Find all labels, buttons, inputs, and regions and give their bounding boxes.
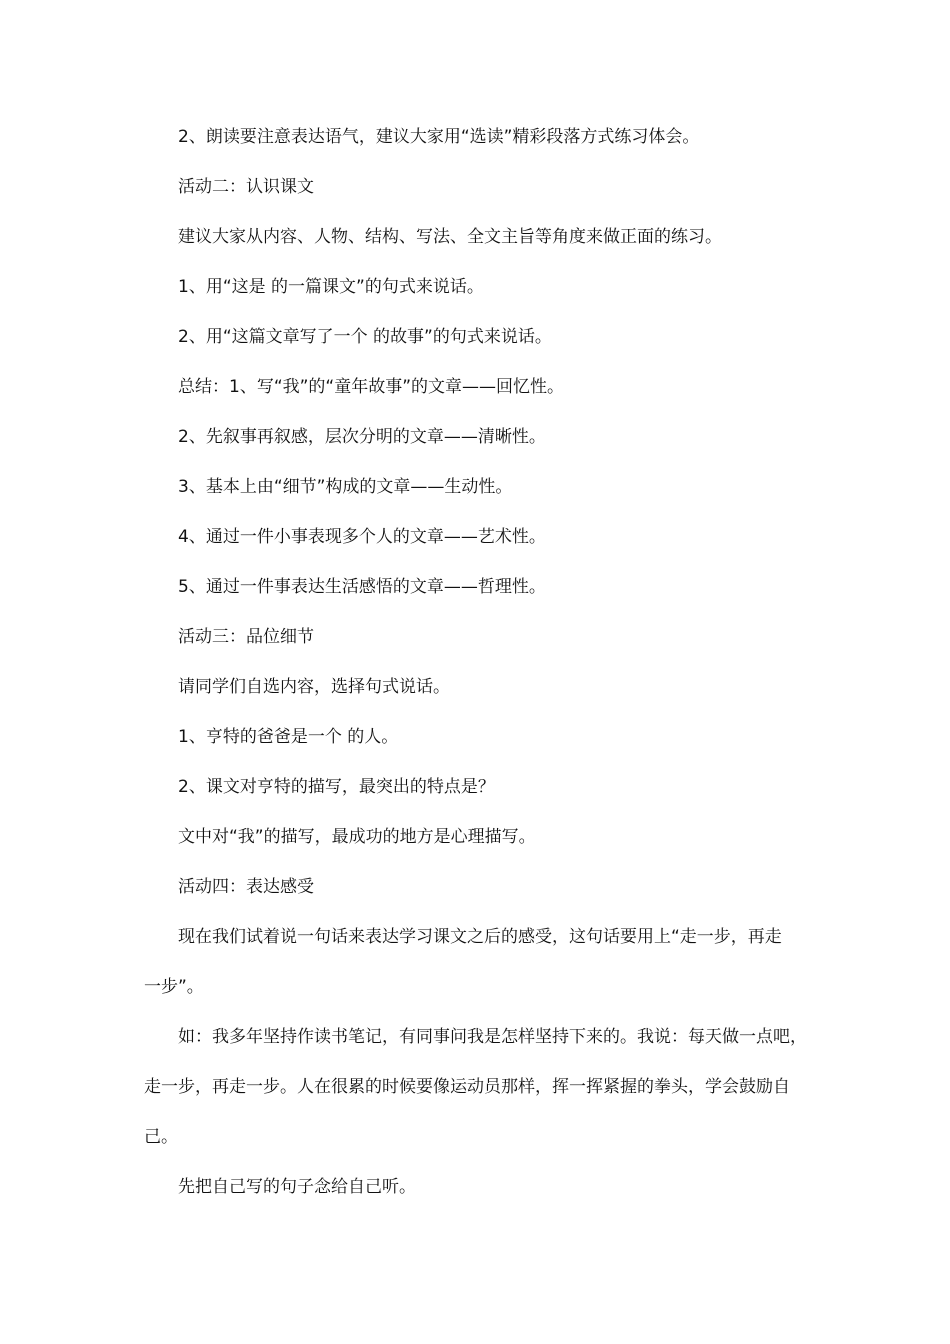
detail-item-1: 1、亨特的爸爸是一个 的人。 bbox=[178, 727, 399, 747]
paragraph-read-aloud: 先把自己写的句子念给自己听。 bbox=[178, 1177, 416, 1197]
paragraph-suggestion: 建议大家从内容、人物、结构、写法、全文主旨等角度来做正面的练习。 bbox=[178, 227, 722, 247]
heading-activity-four: 活动四：表达感受 bbox=[178, 877, 314, 897]
paragraph-choose-content: 请同学们自选内容，选择句式说话。 bbox=[178, 677, 450, 697]
paragraph-express-line-1: 现在我们试着说一句话来表达学习课文之后的感受，这句话要用上“走一步，再走 bbox=[178, 927, 782, 947]
summary-line-4: 4、通过一件小事表现多个人的文章——艺术性。 bbox=[178, 527, 546, 547]
detail-item-2: 2、课文对亨特的描写，最突出的特点是？ bbox=[178, 777, 495, 797]
paragraph-express-line-2: 一步”。 bbox=[144, 977, 204, 997]
heading-activity-two: 活动二：认识课文 bbox=[178, 177, 314, 197]
paragraph-psychology: 文中对“我”的描写，最成功的地方是心理描写。 bbox=[178, 827, 536, 847]
list-item-2: 2、用“这篇文章写了一个 的故事”的句式来说话。 bbox=[178, 327, 552, 347]
list-item-1: 1、用“这是 的一篇课文”的句式来说话。 bbox=[178, 277, 484, 297]
summary-line-5: 5、通过一件事表达生活感悟的文章——哲理性。 bbox=[178, 577, 546, 597]
heading-activity-three: 活动三：品位细节 bbox=[178, 627, 314, 647]
summary-line-3: 3、基本上由“细节”构成的文章——生动性。 bbox=[178, 477, 513, 497]
paragraph-reading-tone: 2、朗读要注意表达语气，建议大家用“选读”精彩段落方式练习体会。 bbox=[178, 127, 700, 147]
paragraph-example-line-2: 走一步，再走一步。人在很累的时候要像运动员那样，挥一挥紧握的拳头，学会鼓励自 bbox=[144, 1077, 790, 1097]
paragraph-example-line-1: 如：我多年坚持作读书笔记，有同事问我是怎样坚持下来的。我说：每天做一点吧， bbox=[178, 1027, 807, 1047]
summary-line-2: 2、先叙事再叙感，层次分明的文章——清晰性。 bbox=[178, 427, 546, 447]
paragraph-example-line-3: 己。 bbox=[144, 1127, 178, 1147]
summary-line-1: 总结：1、写“我”的“童年故事”的文章——回忆性。 bbox=[178, 377, 565, 397]
